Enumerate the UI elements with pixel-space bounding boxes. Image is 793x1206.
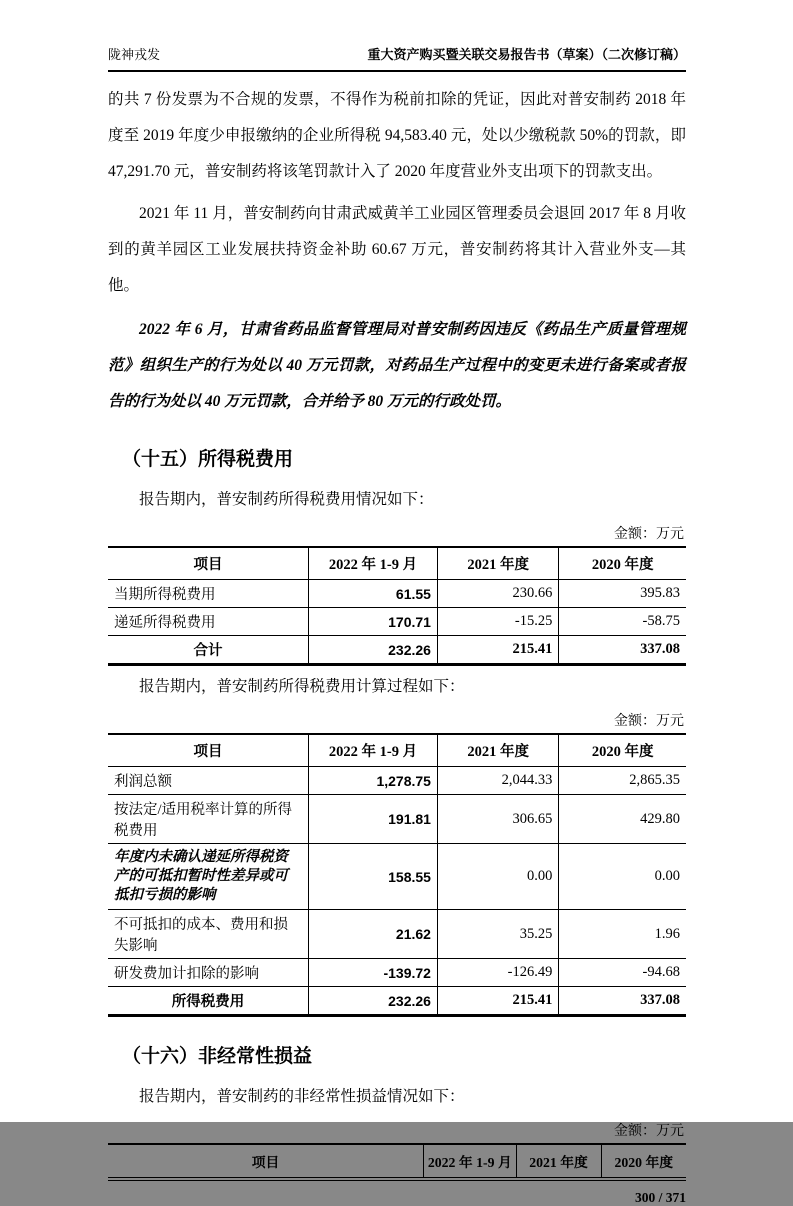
value-2021: 306.65 bbox=[437, 795, 558, 844]
table2-header-2021: 2021 年度 bbox=[437, 734, 558, 767]
income-tax-calculation-table bbox=[108, 733, 686, 1017]
value-2022: 21.62 bbox=[309, 910, 438, 959]
table-row bbox=[108, 608, 686, 636]
income-tax-expense-table bbox=[108, 546, 686, 666]
row-label: 不可抵扣的成本、费用和损失影响 bbox=[108, 910, 309, 959]
section-heading-16: （十六）非经常性损益 bbox=[122, 1046, 313, 1067]
table1-header-2021: 2021 年度 bbox=[437, 547, 558, 580]
table-row bbox=[108, 795, 686, 844]
table3-header-2021: 2021 年度 bbox=[516, 1144, 601, 1179]
table3-header-item: 项目 bbox=[108, 1144, 424, 1179]
table1-total-row bbox=[108, 636, 686, 665]
value-2020: 0.00 bbox=[559, 844, 686, 910]
total-2021: 215.41 bbox=[437, 636, 558, 665]
table1-header-2022: 2022 年 1-9 月 bbox=[309, 547, 438, 580]
value-2020: 429.80 bbox=[559, 795, 686, 844]
value-2022: 1,278.75 bbox=[309, 767, 438, 795]
table-row bbox=[108, 767, 686, 795]
paragraph-subsidy-return: 2021 年 11 月，普安制药向甘肃武威黄羊工业园区管理委员会退回 2017 年 8 月收到的黄羊园区工业发展扶持资金补助 60.67 万元，普安制药将其计入营业外支—其他。 bbox=[108, 205, 686, 294]
unit-label-1: 金额：万元 bbox=[614, 527, 684, 542]
total-2021: 215.41 bbox=[437, 987, 558, 1016]
row-label: 递延所得税费用 bbox=[108, 608, 309, 636]
table2-header-row bbox=[108, 734, 686, 767]
row-label: 按法定/适用税率计算的所得税费用 bbox=[108, 795, 309, 844]
table1-header-row bbox=[108, 547, 686, 580]
unit-label-3: 金额：万元 bbox=[614, 1124, 684, 1139]
value-2020: 1.96 bbox=[559, 910, 686, 959]
table-row bbox=[108, 959, 686, 987]
value-2021: 230.66 bbox=[437, 580, 558, 608]
value-2022: 61.55 bbox=[309, 580, 438, 608]
paragraph-gmp-penalty: 2022 年 6 月，甘肃省药品监督管理局对普安制药因违反《药品生产质量管理规范》组织生产的行为处以 40 万元罚款，对药品生产过程中的变更未进行备案或者报告的行为处以 40 万元罚款，合并给予 80 万元的行政处罚。 bbox=[108, 321, 686, 410]
value-2020: 395.83 bbox=[559, 580, 686, 608]
non-recurring-gains-table bbox=[108, 1143, 686, 1181]
section15-intro-2: 报告期内，普安制药所得税费用计算过程如下： bbox=[139, 678, 465, 695]
running-header bbox=[108, 44, 686, 72]
table3-header-2020: 2020 年度 bbox=[601, 1144, 686, 1179]
row-label: 研发费加计扣除的影响 bbox=[108, 959, 309, 987]
total-label: 合计 bbox=[108, 636, 309, 665]
value-2021: -126.49 bbox=[437, 959, 558, 987]
section-heading-15: （十五）所得税费用 bbox=[122, 449, 294, 470]
value-2021: 0.00 bbox=[437, 844, 558, 910]
table1-header-2020: 2020 年度 bbox=[559, 547, 686, 580]
report-title: 重大资产购买暨关联交易报告书（草案）（二次修订稿） bbox=[367, 47, 686, 62]
table2-header-item: 项目 bbox=[108, 734, 309, 767]
total-2020: 337.08 bbox=[559, 636, 686, 665]
table2-header-2020: 2020 年度 bbox=[559, 734, 686, 767]
value-2022: 191.81 bbox=[309, 795, 438, 844]
table2-header-2022: 2022 年 1-9 月 bbox=[309, 734, 438, 767]
section16-intro: 报告期内，普安制药的非经常性损益情况如下： bbox=[139, 1088, 465, 1105]
total-2020: 337.08 bbox=[559, 987, 686, 1016]
value-2020: -58.75 bbox=[559, 608, 686, 636]
value-2021: 35.25 bbox=[437, 910, 558, 959]
total-2022: 232.26 bbox=[309, 636, 438, 665]
value-2021: -15.25 bbox=[437, 608, 558, 636]
table-row bbox=[108, 580, 686, 608]
total-2022: 232.26 bbox=[309, 987, 438, 1016]
paragraph-tax-penalty: 的共 7 份发票为不合规的发票，不得作为税前扣除的凭证，因此对普安制药 2018 年度至 2019 年度少申报缴纳的企业所得税 94,583.40 元，处以少缴税款 50%的罚款，即 47,291.70 元，普安制药将该笔罚款计入了 2020 年度营业外支出项下的罚款支出。 bbox=[108, 91, 686, 180]
table-row bbox=[108, 910, 686, 959]
table2-total-row bbox=[108, 987, 686, 1016]
company-short-name: 陇神戎发 bbox=[108, 47, 161, 62]
value-2020: -94.68 bbox=[559, 959, 686, 987]
table1-header-item: 项目 bbox=[108, 547, 309, 580]
value-2022: 170.71 bbox=[309, 608, 438, 636]
section15-intro-1: 报告期内，普安制药所得税费用情况如下： bbox=[139, 491, 434, 508]
value-2020: 2,865.35 bbox=[559, 767, 686, 795]
value-2021: 2,044.33 bbox=[437, 767, 558, 795]
table3-header-row bbox=[108, 1144, 686, 1179]
value-2022: -139.72 bbox=[309, 959, 438, 987]
row-label: 当期所得税费用 bbox=[108, 580, 309, 608]
table-row-emphasized bbox=[108, 844, 686, 910]
unit-label-2: 金额：万元 bbox=[614, 714, 684, 729]
value-2022: 158.55 bbox=[309, 844, 438, 910]
row-label: 利润总额 bbox=[108, 767, 309, 795]
page-number: 300 / 371 bbox=[634, 1190, 686, 1205]
table3-header-2022: 2022 年 1-9 月 bbox=[424, 1144, 516, 1179]
total-label: 所得税费用 bbox=[108, 987, 309, 1016]
row-label: 年度内未确认递延所得税资产的可抵扣暂时性差异或可抵扣亏损的影响 bbox=[108, 844, 309, 910]
